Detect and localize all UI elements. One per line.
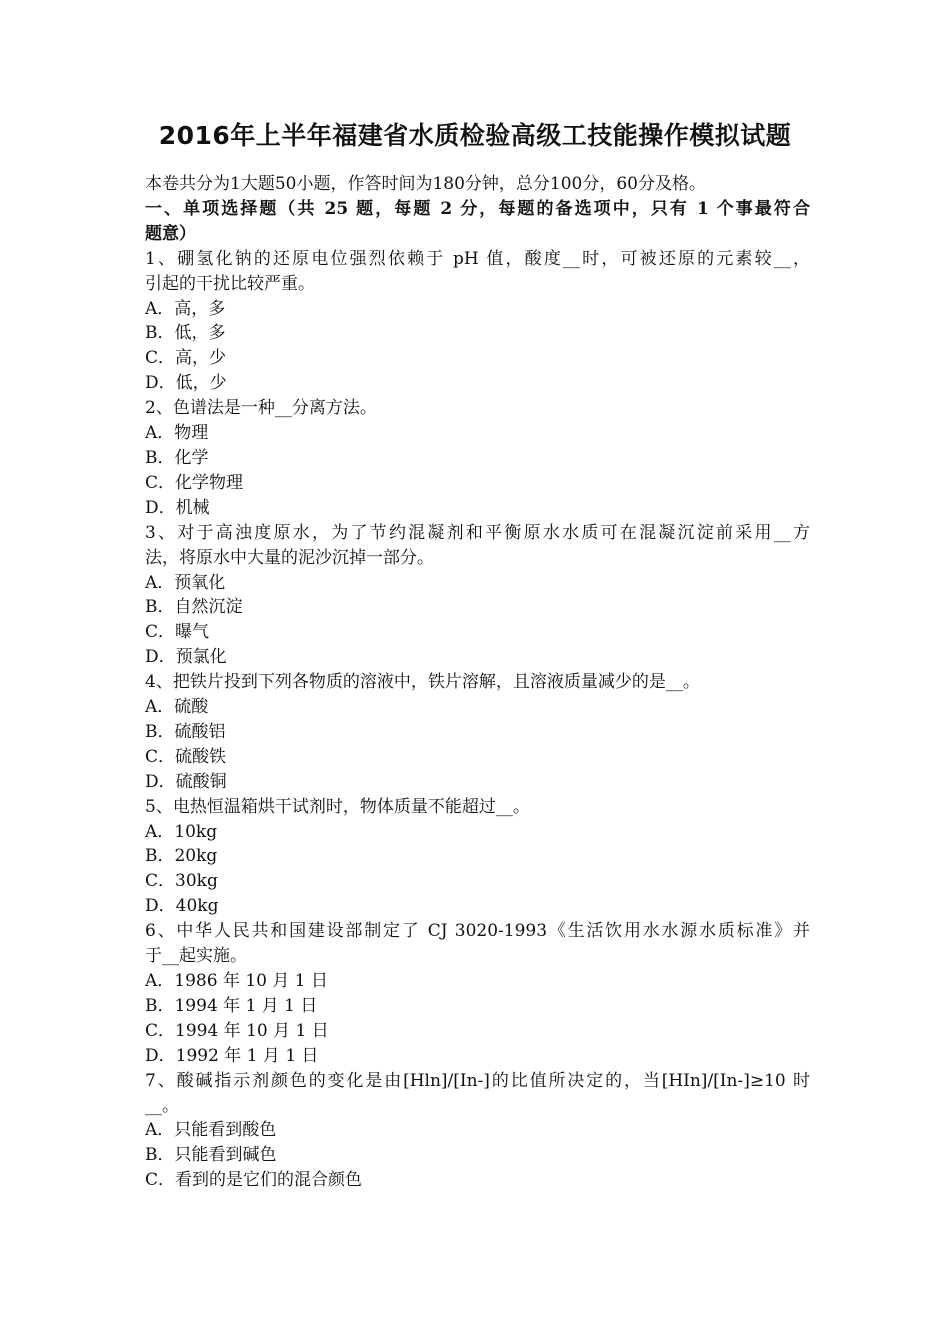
answer-option: C．1994 年 10 月 1 日 — [145, 1020, 329, 1041]
answer-option: B．1994 年 1 月 1 日 — [145, 995, 318, 1016]
exam-intro: 本卷共分为1大题50小题，作答时间为180分钟，总分100分，60分及格。 — [145, 174, 706, 194]
question-4 — [145, 670, 810, 795]
answer-option: D．预氯化 — [145, 647, 227, 668]
answer-option: A．硫酸 — [145, 697, 209, 718]
question-7 — [145, 1069, 810, 1194]
question-stem-line: 引起的干扰比较严重。 — [145, 273, 315, 294]
question-1 — [145, 247, 810, 396]
question-stem-line: 3、对于高浊度原水，为了节约混凝剂和平衡原水水质可在混凝沉淀前采用__方 — [145, 522, 810, 543]
answer-option: C．高，少 — [145, 348, 227, 369]
answer-option: A．只能看到酸色 — [145, 1120, 277, 1141]
question-stem-line: 7、酸碱指示剂颜色的变化是由[Hln]/[In-]的比值所决定的，当[HIn]/[In-]≥10 时 — [145, 1070, 810, 1091]
section-heading-line-1: 一、单项选择题（共 25 题，每题 2 分，每题的备选项中，只有 1 个事最符合 — [145, 198, 810, 219]
answer-option: C．30kg — [145, 871, 218, 892]
answer-option: A．10kg — [145, 821, 218, 842]
answer-option: D．40kg — [145, 896, 219, 917]
question-stem-line: __。 — [145, 1095, 179, 1116]
answer-option: B．自然沉淀 — [145, 597, 243, 618]
answer-option: D．机械 — [145, 497, 210, 518]
answer-option: A．物理 — [145, 423, 209, 444]
question-3 — [145, 521, 810, 670]
question-6 — [145, 919, 810, 1068]
answer-option: B．化学 — [145, 447, 209, 468]
answer-option: C．化学物理 — [145, 472, 244, 493]
document-body — [145, 172, 810, 1193]
question-stem-line: 5、电热恒温箱烘干试剂时，物体质量不能超过__。 — [145, 796, 530, 817]
document-title: 2016年上半年福建省水质检验高级工技能操作模拟试题 — [158, 121, 792, 150]
answer-option: C．硫酸铁 — [145, 746, 227, 767]
question-5 — [145, 795, 810, 920]
answer-option: A．预氧化 — [145, 572, 226, 593]
answer-option: D．1992 年 1 月 1 日 — [145, 1045, 319, 1066]
answer-option: D．硫酸铜 — [145, 771, 227, 792]
question-stem-line: 6、中华人民共和国建设部制定了 CJ 3020-1993《生活饮用水水源水质标准》并 — [145, 921, 810, 942]
answer-option: B．硫酸铝 — [145, 721, 226, 742]
question-stem-line: 于__起实施。 — [145, 946, 247, 967]
answer-option: C．曝气 — [145, 622, 210, 643]
answer-option: B．只能看到碱色 — [145, 1145, 277, 1166]
answer-option: B．低，多 — [145, 323, 226, 344]
question-stem-line: 4、把铁片投到下列各物质的溶液中，铁片溶解，且溶液质量减少的是__。 — [145, 672, 700, 693]
answer-option: C．看到的是它们的混合颜色 — [145, 1170, 363, 1191]
question-stem-line: 法，将原水中大量的泥沙沉掉一部分。 — [145, 547, 434, 568]
answer-option: A．高，多 — [145, 298, 226, 319]
answer-option: B．20kg — [145, 846, 218, 867]
answer-option: A．1986 年 10 月 1 日 — [145, 971, 329, 991]
answer-option: D．低，少 — [145, 373, 227, 394]
section-heading-line-2: 题意） — [145, 223, 196, 244]
question-2 — [145, 396, 810, 521]
question-stem-line: 2、色谱法是一种__分离方法。 — [145, 398, 377, 419]
question-stem-line: 1、硼氢化钠的还原电位强烈依赖于 pH 值，酸度__时，可被还原的元素较__， — [145, 248, 810, 269]
